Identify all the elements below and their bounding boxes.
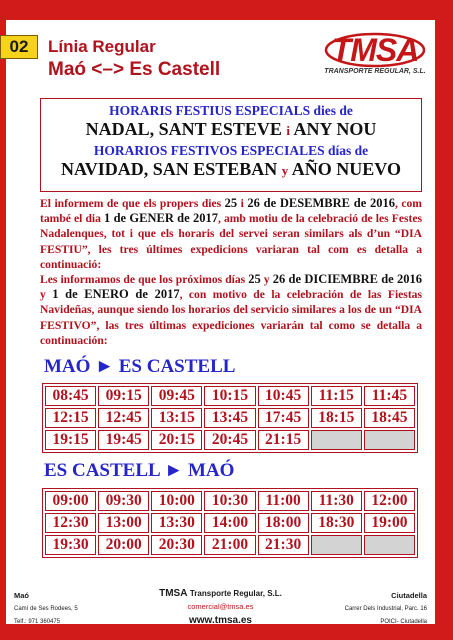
paragraph-catalan bbox=[40, 196, 422, 272]
table-row bbox=[45, 513, 415, 533]
para-es-text-4: , con motivo de la celebración de las Fiestas Navideñas, aunque siendo los horarios del servicio similares a los de un “DIA FESTIVO”, las tres últimas expediciones variarán tal como se detalla a continuación: bbox=[40, 288, 422, 347]
table-row bbox=[45, 535, 415, 555]
departure-time-cell: 09:45 bbox=[151, 386, 202, 406]
departure-time-cell: 20:15 bbox=[151, 430, 202, 450]
departure-time-cell: 14:00 bbox=[204, 513, 255, 533]
notice-holidays-ca bbox=[41, 119, 421, 141]
notice-holidays-ca-b: ANY NOU bbox=[293, 119, 377, 139]
departure-time-cell: 09:15 bbox=[98, 386, 149, 406]
para-es-date-3: 1 de ENERO de 2017 bbox=[52, 287, 180, 302]
logo-wordmark: TMSA bbox=[331, 32, 419, 68]
departure-time-cell: 12:45 bbox=[98, 408, 149, 428]
line-label: Línia Regular bbox=[48, 37, 156, 56]
notice-holidays-es bbox=[41, 159, 421, 181]
departure-time-cell: 20:00 bbox=[98, 535, 149, 555]
para-es-date-1: 25 bbox=[248, 272, 261, 286]
footer-left-city: Maó bbox=[14, 591, 29, 600]
departure-time-cell: 13:45 bbox=[204, 408, 255, 428]
para-es-text-3: y bbox=[40, 288, 46, 302]
schedule-title-mao-es-castell: MAÓ ► ES CASTELL bbox=[44, 356, 236, 377]
departure-time-cell: 19:45 bbox=[98, 430, 149, 450]
departure-time-cell: 21:15 bbox=[258, 430, 309, 450]
departure-time-cell: 18:45 bbox=[364, 408, 415, 428]
empty-time-cell bbox=[311, 430, 362, 450]
footer-right-city: Ciutadella bbox=[391, 591, 427, 600]
footer-email-link[interactable]: comercial@tmsa.es bbox=[187, 602, 254, 611]
footer-left-address: Camí de Ses Rodees, 5 bbox=[14, 606, 78, 612]
departure-time-cell: 18:15 bbox=[311, 408, 362, 428]
departure-time-cell: 11:30 bbox=[311, 491, 362, 511]
route-name: Maó <–> Es Castell bbox=[48, 59, 221, 80]
departure-time-cell: 13:15 bbox=[151, 408, 202, 428]
departure-time-cell: 10:45 bbox=[258, 386, 309, 406]
timetable-mao-es-castell bbox=[42, 383, 418, 453]
para-ca-text-3: , com també el dia bbox=[40, 197, 422, 226]
notice-line-ca: HORARIS FESTIUS ESPECIALS dies de bbox=[109, 103, 353, 118]
empty-time-cell bbox=[364, 430, 415, 450]
departure-time-cell: 19:15 bbox=[45, 430, 96, 450]
footer-company-rest: Transporte Regular, S.L. bbox=[189, 589, 282, 598]
empty-time-cell bbox=[364, 535, 415, 555]
notice-holidays-es-conj: y bbox=[281, 163, 289, 178]
departure-time-cell: 20:45 bbox=[204, 430, 255, 450]
table-row bbox=[45, 386, 415, 406]
table-row bbox=[45, 430, 415, 450]
notice-holidays-es-b: AÑO NUEVO bbox=[291, 159, 401, 179]
departure-time-cell: 18:00 bbox=[258, 513, 309, 533]
footer-right-area: POICI- Ciutadella bbox=[380, 619, 427, 625]
tmsa-logo bbox=[324, 32, 426, 82]
notice-holidays-es-a: NAVIDAD, SAN ESTEBAN bbox=[61, 159, 278, 179]
logo-subtitle: TRANSPORTE REGULAR, S.L. bbox=[324, 68, 426, 75]
paragraph-spanish bbox=[40, 272, 422, 348]
departure-time-cell: 09:00 bbox=[45, 491, 96, 511]
departure-time-cell: 21:00 bbox=[204, 535, 255, 555]
departure-time-cell: 08:45 bbox=[45, 386, 96, 406]
para-es-date-2: 26 de DICIEMBRE de 2016 bbox=[272, 272, 423, 286]
departure-time-cell: 19:00 bbox=[364, 513, 415, 533]
departure-time-cell: 10:00 bbox=[151, 491, 202, 511]
para-ca-text-1: El informem de que els propers dies bbox=[40, 197, 222, 210]
departure-time-cell: 10:30 bbox=[204, 491, 255, 511]
empty-time-cell bbox=[311, 535, 362, 555]
footer-left-phone: Telf.: 971 360475 bbox=[14, 619, 61, 625]
para-es-text-2: y bbox=[263, 273, 270, 286]
schedule-title-es-castell-mao: ES CASTELL ► MAÓ bbox=[44, 460, 235, 481]
para-ca-date-3: 1 de GENER de 2017 bbox=[104, 211, 218, 226]
table-row bbox=[45, 491, 415, 511]
footer-company-brand: TMSA bbox=[159, 588, 188, 599]
footer-website-link[interactable]: www.tmsa.es bbox=[189, 615, 252, 626]
departure-time-cell: 17:45 bbox=[258, 408, 309, 428]
departure-time-cell: 11:00 bbox=[258, 491, 309, 511]
departure-time-cell: 12:00 bbox=[364, 491, 415, 511]
para-es-text-1: Les informamos de que los próximos días bbox=[40, 273, 246, 286]
departure-time-cell: 20:30 bbox=[151, 535, 202, 555]
timetable-es-castell-mao bbox=[42, 488, 418, 558]
footer-right-address: Carrer Dels Industrial, Parc. 16 bbox=[344, 606, 427, 612]
para-ca-text-2: i bbox=[240, 197, 244, 210]
departure-time-cell: 12:30 bbox=[45, 513, 96, 533]
departure-time-cell: 21:30 bbox=[258, 535, 309, 555]
departure-time-cell: 19:30 bbox=[45, 535, 96, 555]
departure-time-cell: 13:00 bbox=[98, 513, 149, 533]
notice-holidays-ca-conj: i bbox=[286, 123, 290, 138]
departure-time-cell: 13:30 bbox=[151, 513, 202, 533]
para-ca-date-2: 26 de DESEMBRE de 2016 bbox=[247, 196, 395, 210]
route-number-badge: 02 bbox=[0, 35, 38, 59]
holiday-notice-box bbox=[40, 98, 422, 192]
table-row bbox=[45, 408, 415, 428]
departure-time-cell: 18:30 bbox=[311, 513, 362, 533]
departure-time-cell: 10:15 bbox=[204, 386, 255, 406]
departure-time-cell: 11:15 bbox=[311, 386, 362, 406]
departure-time-cell: 09:30 bbox=[98, 491, 149, 511]
para-ca-text-4: , amb motiu de la celebració de les Festes Nadalenques, tot i que els horaris del servei seran similars als d’un “DIA FESTIU”, les tres últimes expedicions variaran tal com es detalla a continuació: bbox=[40, 212, 422, 271]
notice-line-es: HORARIOS FESTIVOS ESPECIALES días de bbox=[93, 143, 369, 158]
para-ca-date-1: 25 bbox=[224, 196, 238, 210]
departure-time-cell: 12:15 bbox=[45, 408, 96, 428]
notice-holidays-ca-a: NADAL, SANT ESTEVE bbox=[85, 119, 282, 139]
footer-company bbox=[6, 588, 435, 599]
footer bbox=[6, 585, 435, 625]
departure-time-cell: 11:45 bbox=[364, 386, 415, 406]
